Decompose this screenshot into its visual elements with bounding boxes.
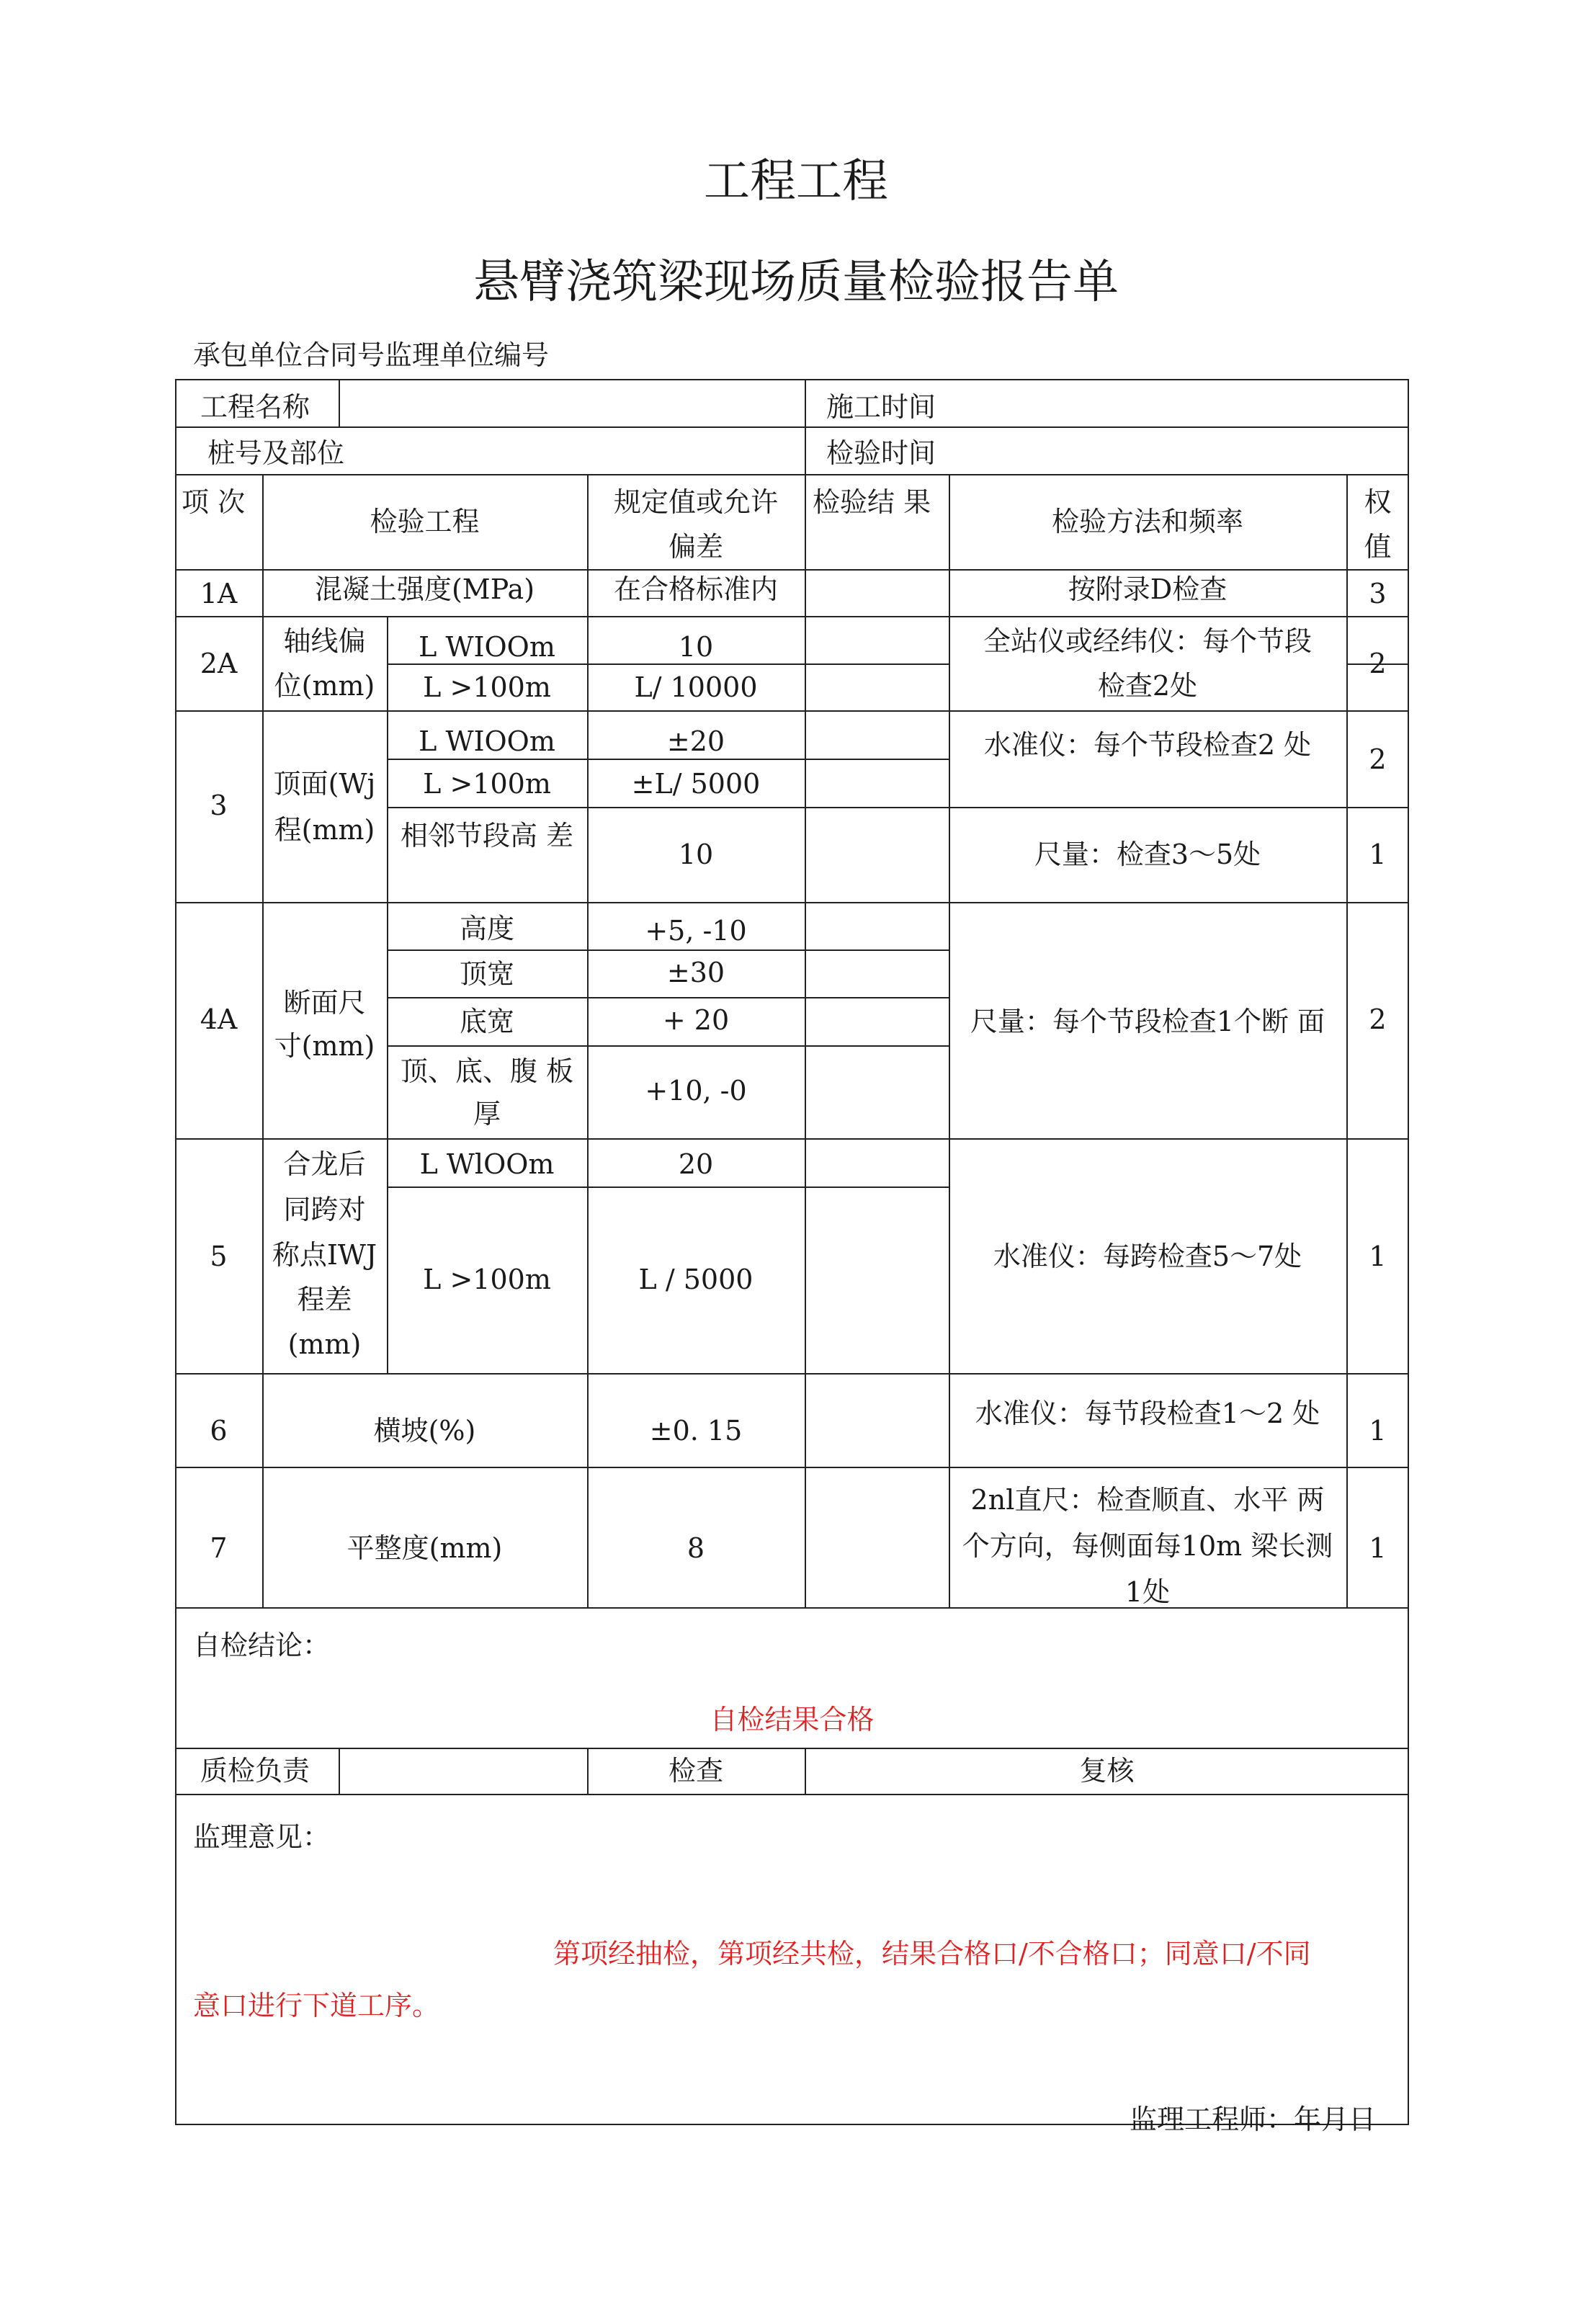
row-4a-spec4: +10, -0 xyxy=(645,1075,747,1107)
row-6-method: 水准仪：每节段检查1〜2 处 xyxy=(975,1398,1320,1429)
row-4a-sub1: 高度 xyxy=(459,913,514,944)
header-item-no: 项 次 xyxy=(182,486,246,518)
row-1a-name: 混凝土强度(MPa) xyxy=(314,573,535,605)
row-2a-method-line2: 检查2处 xyxy=(1097,670,1198,702)
document-title: 工程工程 xyxy=(704,155,888,208)
row-3-method1: 水准仪：每个节段检查2 处 xyxy=(983,729,1312,761)
row-7-method-line2: 个方向，每侧面每10m 梁长测 xyxy=(962,1530,1333,1562)
row-3-name-line1: 顶面(Wj xyxy=(273,768,376,800)
row-2a-name-line1: 轴线偏 xyxy=(283,625,366,657)
row-3-spec2: ±L/ 5000 xyxy=(631,768,761,800)
row-5-sub1: L WlOOm xyxy=(419,1148,555,1180)
row-6-name: 横坡(%) xyxy=(373,1415,476,1447)
row-5-name-line3: 称点IWJ xyxy=(272,1239,377,1271)
row-4a-spec2: ±30 xyxy=(666,957,725,988)
row-2a-spec1: 10 xyxy=(678,631,714,663)
row-1a-method: 按附录D检查 xyxy=(1068,573,1227,605)
row-7-spec: 8 xyxy=(687,1532,705,1564)
row-3-no: 3 xyxy=(210,790,228,821)
row-5-sub2: L >100m xyxy=(423,1264,551,1295)
row-5-name-line2: 同跨对 xyxy=(283,1194,366,1225)
header-method: 检验方法和频率 xyxy=(1051,506,1243,537)
row-5-weight: 1 xyxy=(1369,1241,1387,1272)
row-4a-sub4-line1: 顶、底、腹 板 xyxy=(400,1055,574,1087)
row-3-weight1: 2 xyxy=(1369,743,1387,775)
row-6-weight: 1 xyxy=(1369,1415,1387,1447)
header-weight-line2: 值 xyxy=(1364,531,1392,563)
row-5-no: 5 xyxy=(210,1241,228,1272)
row-2a-sub1: L WIOOm xyxy=(419,631,555,663)
row-5-spec1: 20 xyxy=(678,1148,714,1180)
row-4a-sub3: 底宽 xyxy=(459,1006,514,1037)
project-name-label: 工程名称 xyxy=(200,391,310,423)
header-weight-line1: 权 xyxy=(1364,486,1392,518)
row-3-method2: 尺量：检查3〜5处 xyxy=(1034,839,1261,870)
header-spec-line2: 偏差 xyxy=(668,531,723,563)
report-title: 悬臂浇筑梁现场质量检验报告单 xyxy=(473,256,1119,309)
row-4a-sub2: 顶宽 xyxy=(459,958,514,990)
review-label: 复核 xyxy=(1079,1755,1135,1787)
row-5-name-line5: (mm) xyxy=(287,1328,362,1360)
row-7-weight: 1 xyxy=(1369,1532,1387,1564)
qc-responsible-label: 质检负责 xyxy=(200,1755,310,1787)
row-7-method-line1: 2nl直尺：检查顺直、水平 两 xyxy=(970,1484,1325,1516)
row-7-method-line3: 1处 xyxy=(1124,1576,1171,1608)
header-spec-line1: 规定值或允许 xyxy=(613,486,778,518)
row-3-spec3: 10 xyxy=(678,839,714,870)
row-1a-weight: 3 xyxy=(1369,578,1387,609)
row-4a-spec1: +5, -10 xyxy=(645,915,747,947)
header-inspection-project: 检验工程 xyxy=(370,506,480,537)
row-1a-no: 1A xyxy=(200,578,238,609)
row-5-spec2: L / 5000 xyxy=(638,1264,753,1295)
row-6-spec: ±0. 15 xyxy=(649,1415,743,1447)
row-1a-spec: 在合格标准内 xyxy=(613,573,778,605)
inspection-time-label: 检验时间 xyxy=(826,437,936,469)
row-7-name: 平整度(mm) xyxy=(346,1532,503,1564)
row-4a-sub4-line2: 厚 xyxy=(473,1098,501,1130)
check-label: 检查 xyxy=(668,1755,723,1787)
self-check-label: 自检结论： xyxy=(193,1630,331,1661)
supervision-text-line1: 第项经抽检，第项经共检，结果合格口/不合格口；同意口/不同 xyxy=(553,1938,1311,1970)
header-result: 检验结 果 xyxy=(813,486,931,518)
row-2a-spec2: L/ 10000 xyxy=(634,671,758,703)
row-2a-method-line1: 全站仪或经纬仪：每个节段 xyxy=(983,625,1312,657)
row-4a-method: 尺量：每个节段检查1个断 面 xyxy=(970,1006,1325,1037)
row-6-no: 6 xyxy=(210,1415,228,1447)
supervision-text-line2: 意口进行下道工序。 xyxy=(193,1990,440,2021)
row-3-weight2: 1 xyxy=(1369,839,1387,870)
row-4a-no: 4A xyxy=(200,1004,238,1035)
row-4a-weight: 2 xyxy=(1369,1004,1387,1035)
supervising-engineer-signature: 监理工程师：年月日 xyxy=(1130,2104,1377,2135)
row-4a-spec3: + 20 xyxy=(662,1004,730,1036)
row-2a-sub2: L >100m xyxy=(423,671,551,703)
row-5-name-line1: 合龙后 xyxy=(283,1148,366,1180)
pile-location-label: 桩号及部位 xyxy=(207,437,345,469)
row-5-name-line4: 程差 xyxy=(297,1284,352,1315)
row-2a-name-line2: 位(mm) xyxy=(274,670,375,702)
construction-time-label: 施工时间 xyxy=(826,391,936,423)
self-check-result: 自检结果合格 xyxy=(710,1704,875,1735)
row-2a-no: 2A xyxy=(200,648,238,679)
row-3-sub1: L WIOOm xyxy=(419,725,555,757)
supervision-label: 监理意见： xyxy=(193,1821,331,1853)
row-5-method: 水准仪：每跨检查5〜7处 xyxy=(993,1241,1302,1272)
row-3-sub2: L >100m xyxy=(423,768,551,800)
row-3-sub3: 相邻节段高 差 xyxy=(400,820,574,852)
contract-info-line: 承包单位合同号监理单位编号 xyxy=(193,339,550,371)
row-4a-name-line2: 寸(mm) xyxy=(274,1030,375,1062)
row-4a-name-line1: 断面尺 xyxy=(283,987,366,1019)
row-3-name-line2: 程(mm) xyxy=(274,814,375,846)
row-3-spec1: ±20 xyxy=(666,725,725,757)
row-2a-weight: 2 xyxy=(1369,648,1387,679)
row-7-no: 7 xyxy=(210,1532,228,1564)
